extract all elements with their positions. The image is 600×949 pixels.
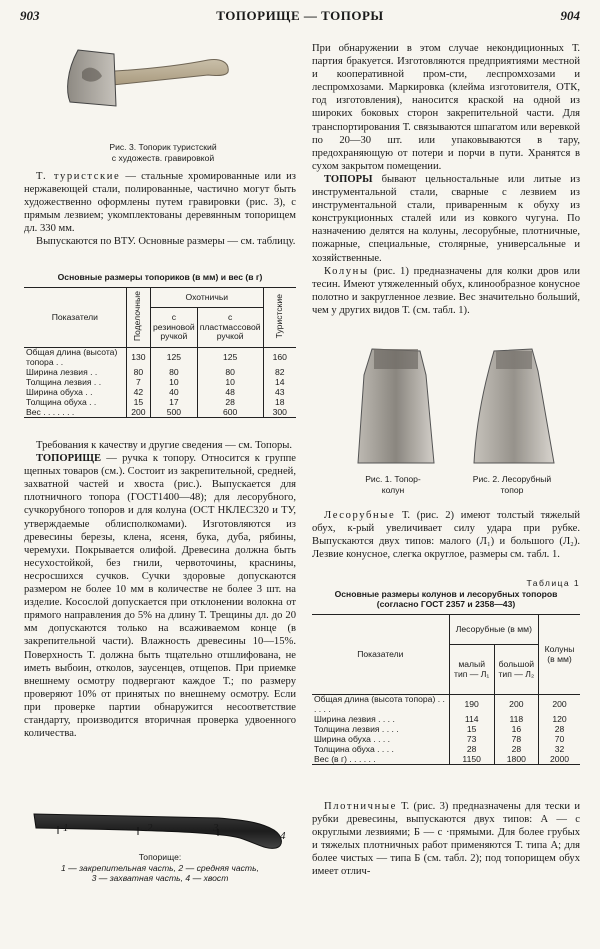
hatchet-sizes-table — [24, 287, 296, 418]
term-toporische: ТОПОРИЩЕ — [36, 453, 102, 465]
right-table-row-label: Общая длина (высота топора) . . . . . . — [314, 694, 445, 714]
right-table-cell: 1150 — [449, 755, 494, 765]
right-th-big: большой тип — Л₂ — [494, 645, 538, 695]
left-table-cell: 160 — [263, 348, 296, 368]
right-table-cell: 28 — [539, 725, 580, 735]
right-th-lesorub: Лесорубные (в мм) — [449, 615, 538, 645]
felling-axe-photo — [466, 345, 561, 470]
koluny-body: (рис. 1) предназначены для колки дров или тесин. Имеют утяжеленный обух, клинообразное конусное полотно и закругленное лезвие. Вес значительно больший, чем у других видов Т. (см. табл. 1). — [312, 265, 580, 316]
tourist-body: — стальные хромированные или из нержавеющей стали, полированные, частично могут быть художественно оформлены путем гравировки (рис. 3), с прямым лезвием; укомплектованы деревянным топорищем дл. 330 мм. — [24, 171, 296, 235]
quality-ref: Требования к качеству и другие сведения — см. Топоры. — [36, 440, 293, 451]
left-table-cell: 600 — [197, 408, 263, 418]
felling-axes-paragraph — [312, 509, 580, 561]
right-table-row — [312, 755, 580, 765]
left-th-tourist — [263, 288, 296, 348]
right-table-cell: 1800 — [494, 755, 538, 765]
right-table-cell: 200 — [494, 695, 538, 715]
left-th-hunting: Охотничьи — [151, 288, 264, 308]
right-table-title — [312, 589, 580, 609]
figure-3-caption-line1: Рис. 3. Топорик туристский — [109, 142, 217, 152]
toporische-body: — ручка к топору. Относится к группе щепных товаров (см.). Состоит из закрепительной, средней, захватной частей и хвоста (рис.). Выпускается для плотничного топора (ГОСТ1400—48); для лесорубного, сучкорубного топоров и для колуна (ОСТ НКЛЕС320 и ТУ, утверждаемые облисполкомами). Изготовляются из древесины березы, клена, ясеня, бука, дуба, рябины, черемухи. Покрывается олифой. Древесина должна быть несухостойкой, без гнили, червоточины, краснины, несросшихся сучков. Сучки здоровые допускаются размером не более 10 мм в количестве не более 3 шт. на изделие. Косослой допускается при отклонении волокна от прямого направления до 5% на длину Т. Трещины дл. до 20 мм допускаются только на всаживаемом конце (в закрепительной части). Влажность древесины 10—15%. Поверхность Т. должна быть тщательно отшлифована, не иметь выбоин, отколов, заусенцев, отщепов. При приемке внешнему осмотру подвергают каждое Т.; по размеру проверяют 10% от принятых по внешнему осмотру. Если при проверке партии обнаружится несоответствие стандарту, производится вторичная проверка удвоенного количества. — [24, 453, 296, 740]
carpentry-axes-paragraph — [312, 800, 580, 879]
left-table-cell: 42 — [126, 388, 150, 398]
right-th-indicator: Показатели — [312, 615, 449, 695]
left-table-cell: 500 — [151, 408, 198, 418]
figure-1-caption — [338, 474, 448, 495]
left-table-cell: 80 — [197, 368, 263, 378]
left-table-row — [24, 408, 296, 418]
right-th-small: малый тип — Л₁ — [449, 645, 494, 695]
right-table-cell: 190 — [449, 695, 494, 715]
left-table-row — [24, 348, 296, 368]
left-table-cell: 80 — [126, 368, 150, 378]
right-table-cell: 118 — [494, 715, 538, 725]
handle-num-1: 1 — [63, 822, 69, 834]
left-table-cell: 125 — [151, 348, 198, 368]
left-table-row-label: Общая длина (высота) топора . . — [26, 347, 118, 367]
term-tourist: Т. туристские — [36, 171, 121, 182]
left-table-cell: 40 — [151, 388, 198, 398]
right-table-row-label: Толщина лезвия . . . . — [314, 723, 399, 734]
axes-body: бывают цельностальные или литые из инструментальной стали, сварные с лезвием из инструментальной стали, приваренным к обуху из конструкционных сталей или из ковкого чугуна. По назначению делятся на колуны, лесорубные, плотничные, пожарные, специальные, столярные, универсальные и хозяйственные. — [312, 174, 580, 264]
left-table-cell: 48 — [197, 388, 263, 398]
right-table-cell: 70 — [539, 735, 580, 745]
handle-continued-paragraph — [312, 42, 580, 173]
right-table-cell: 120 — [539, 715, 580, 725]
left-table-cell: 28 — [197, 398, 263, 408]
right-table-row-label: Ширина обуха . . . . — [314, 733, 391, 744]
right-table-row — [312, 695, 580, 715]
left-th-indicator: Показатели — [24, 288, 126, 348]
term-plotnichnye: Плотничные — [324, 801, 397, 812]
left-table-cell: 82 — [263, 368, 296, 378]
left-table-cell: 10 — [197, 378, 263, 388]
tourist-line2: Выпускаются по ВТУ. Основные размеры — см. таблицу. — [36, 236, 296, 248]
figure-2-caption — [452, 474, 572, 495]
left-table-cell: 14 — [263, 378, 296, 388]
left-th-hunting-wood: с резиновой ручкой — [151, 308, 198, 348]
table-1-label: Таблица 1 — [526, 578, 580, 588]
right-table-cell: 32 — [539, 745, 580, 755]
term-topory: ТОПОРЫ — [324, 174, 373, 185]
tourist-hatchet-illustration — [58, 42, 238, 112]
term-koluny: Колуны — [324, 265, 369, 277]
handle-caption-line1: 1 — закрепительная часть, 2 — средняя часть, — [61, 862, 259, 873]
left-th-hunting-plastic: с пластмассовой ручкой — [197, 308, 263, 348]
left-th-tourist-text: Туристские — [273, 293, 284, 339]
term-lesorubnye: Лесорубные — [324, 510, 396, 521]
left-table-cell: 43 — [263, 388, 296, 398]
right-table-row-label: Ширина лезвия . . . . — [314, 713, 395, 724]
right-table-cell: 200 — [539, 695, 580, 715]
figure-1-caption-line1: Рис. 1. Топор- — [365, 474, 421, 484]
left-table-row-label: Толщина лезвия . . — [26, 376, 102, 387]
right-table-cell: 28 — [494, 745, 538, 755]
tourist-hatchets-paragraph — [24, 170, 296, 249]
right-table-cell: 15 — [449, 725, 494, 735]
handle-continued-text: При обнаружении в этом случае некондиционных Т. партия бракуется. Изготовляются предприятиями местной и кооперативной пром-сти, леспромхозами и леспромхозами. Маркировка (клейма изготовителя, ОТК, год изготовления), наносится краской на одной из широких боковых сторон закрепительной части. Для транспортирования Т. связываются шпагатом или веревкой по 20—30 шт. или упаковываются в тару, предохраняющую от потери и порчи в пути. Хранятся в сухом закрытом помещении. — [312, 43, 580, 172]
right-table-cell: 73 — [449, 735, 494, 745]
kolun-felling-table — [312, 614, 580, 765]
right-table-title-line2: (согласно ГОСТ 2357 и 2358—43) — [376, 599, 516, 609]
right-th-kolun: Колуны (в мм) — [539, 615, 580, 695]
handle-num-2: 2 — [147, 822, 153, 834]
page-number-right: 904 — [560, 8, 580, 23]
left-table-cell: 125 — [197, 348, 263, 368]
left-table-row-label: Толщина обуха . . — [26, 396, 97, 407]
right-table-cell: 16 — [494, 725, 538, 735]
handle-num-3: 3 — [213, 822, 219, 834]
right-table-cell: 114 — [449, 715, 494, 725]
figure-2-caption-line1: Рис. 2. Лесорубный — [472, 474, 552, 484]
axes-paragraph — [312, 173, 580, 317]
handle-caption — [24, 852, 296, 884]
figure-3-caption — [58, 142, 268, 163]
left-table-row-label: Ширина обуха . . — [26, 386, 93, 397]
right-table-cell: 28 — [449, 745, 494, 755]
left-table-cell: 15 — [126, 398, 150, 408]
figure-3-caption-line2: с художеств. гравировкой — [111, 152, 215, 163]
right-table-cell: 2000 — [539, 755, 580, 765]
cleaver-axe-photo — [350, 345, 440, 470]
left-table-cell: 300 — [263, 408, 296, 418]
handle-num-4: 4 — [280, 830, 286, 842]
left-table-cell: 10 — [151, 378, 198, 388]
left-table-cell: 200 — [126, 408, 150, 418]
right-table-cell: 78 — [494, 735, 538, 745]
left-table-cell: 7 — [126, 378, 150, 388]
left-table-title: Основные размеры топориков (в мм) и вес (в г) — [57, 272, 263, 282]
lesorubnye-body: Т. (рис. 2) имеют толстый тяжелый обух, к-рый увеличивает силу удара при рубке. Выпускаются двух типов: малого (Л₁) и большого (Л₂). Лезвие конусное, слегка округлое, размеры см. табл. 1. — [312, 510, 580, 561]
left-table-row-label: Вес . . . . . . . — [26, 406, 75, 417]
left-th-podelochny — [126, 288, 150, 348]
plotnichnye-body: Т. (рис. 3) предназначены для тески и рубки древесины, выпускаются двух типов: А — с округлыми лезвиями; Б — с ·прямыми. Для более грубых и тяжелых плотничных работ применяются Т. типа А; для более чистых — типа Б (см. табл. 2); под топорищем обух имеет отлич- — [312, 801, 580, 878]
left-table-row-label: Ширина лезвия . . — [26, 366, 98, 377]
running-title: ТОПОРИЩЕ — ТОПОРЫ — [216, 8, 384, 23]
figure-1-caption-line2: колун — [381, 484, 405, 495]
left-table-cell: 17 — [151, 398, 198, 408]
page-number-left: 903 — [20, 8, 40, 23]
left-table-cell: 18 — [263, 398, 296, 408]
handle-caption-line2: 3 — захватная часть, 4 — хвост — [91, 873, 229, 883]
handle-caption-title: Топорище: — [138, 852, 182, 862]
right-table-title-line1: Основные размеры колунов и лесорубных топоров — [334, 589, 558, 599]
right-table-row-label: Толщина обуха . . . . — [314, 743, 394, 754]
left-table-cell: 130 — [126, 348, 150, 368]
left-table-cell: 80 — [151, 368, 198, 378]
handle-paragraph — [24, 439, 296, 740]
left-th-podelochny-text: Поделочные — [132, 291, 143, 342]
figure-2-caption-line2: топор — [500, 484, 524, 495]
right-table-row-label: Вес (в г) . . . . . . — [314, 753, 376, 764]
